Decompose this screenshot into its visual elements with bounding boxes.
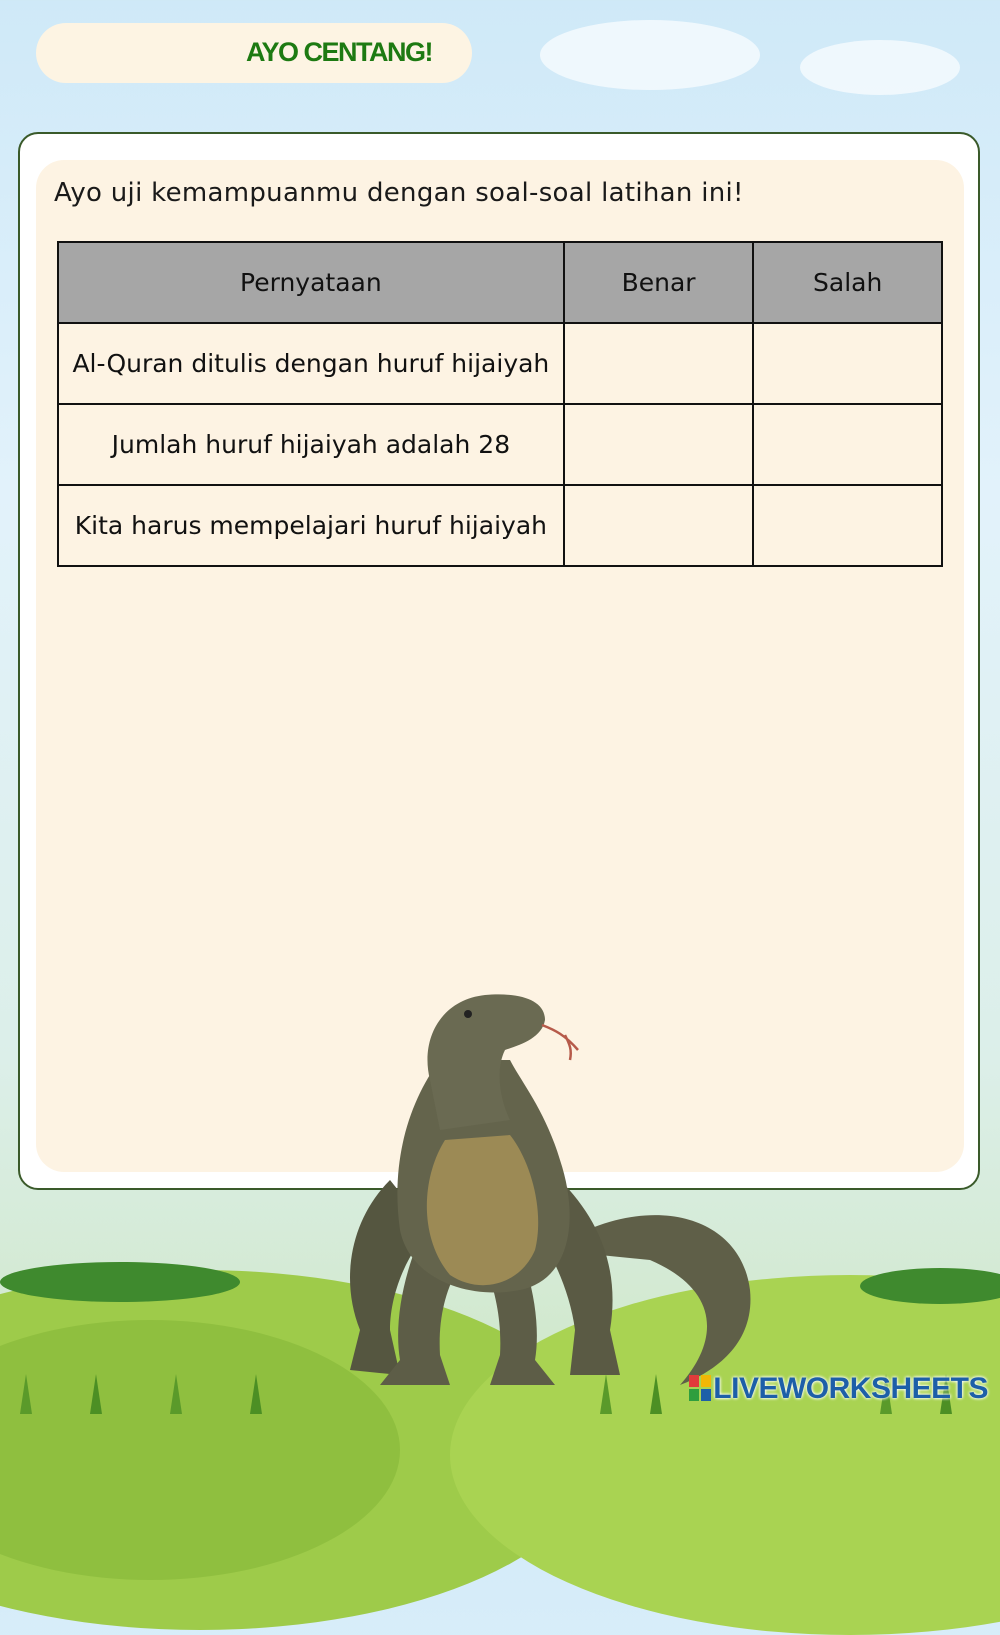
page-title: AYO CENTANG! (245, 37, 433, 67)
cloud-decoration (540, 20, 760, 90)
statement-cell: Jumlah huruf hijaiyah adalah 28 (58, 404, 564, 485)
header-statement: Pernyataan (58, 242, 564, 323)
true-checkbox-cell[interactable] (564, 485, 754, 566)
false-checkbox-cell[interactable] (753, 404, 942, 485)
table-row (58, 323, 942, 404)
table-row (58, 485, 942, 566)
cloud-decoration (800, 40, 960, 95)
header-false: Salah (753, 242, 942, 323)
false-checkbox-cell[interactable] (753, 485, 942, 566)
liveworksheets-logo (689, 1372, 988, 1406)
true-checkbox-cell[interactable] (564, 323, 754, 404)
true-false-table (57, 241, 943, 567)
true-checkbox-cell[interactable] (564, 404, 754, 485)
liveworksheets-logo-icon (689, 1375, 711, 1401)
table-row (58, 404, 942, 485)
table-header-row (58, 242, 942, 323)
komodo-dragon-illustration (320, 990, 760, 1390)
header-true: Benar (564, 242, 754, 323)
false-checkbox-cell[interactable] (753, 323, 942, 404)
instruction-text: Ayo uji kemampuanmu dengan soal-soal latihan ini! (54, 178, 744, 208)
statement-cell: Al-Quran ditulis dengan huruf hijaiyah (58, 323, 564, 404)
logo-text: LIVEWORKSHEETS (713, 1372, 988, 1405)
title-banner (36, 23, 472, 83)
statement-cell: Kita harus mempelajari huruf hijaiyah (58, 485, 564, 566)
bush-decoration (0, 1262, 240, 1302)
